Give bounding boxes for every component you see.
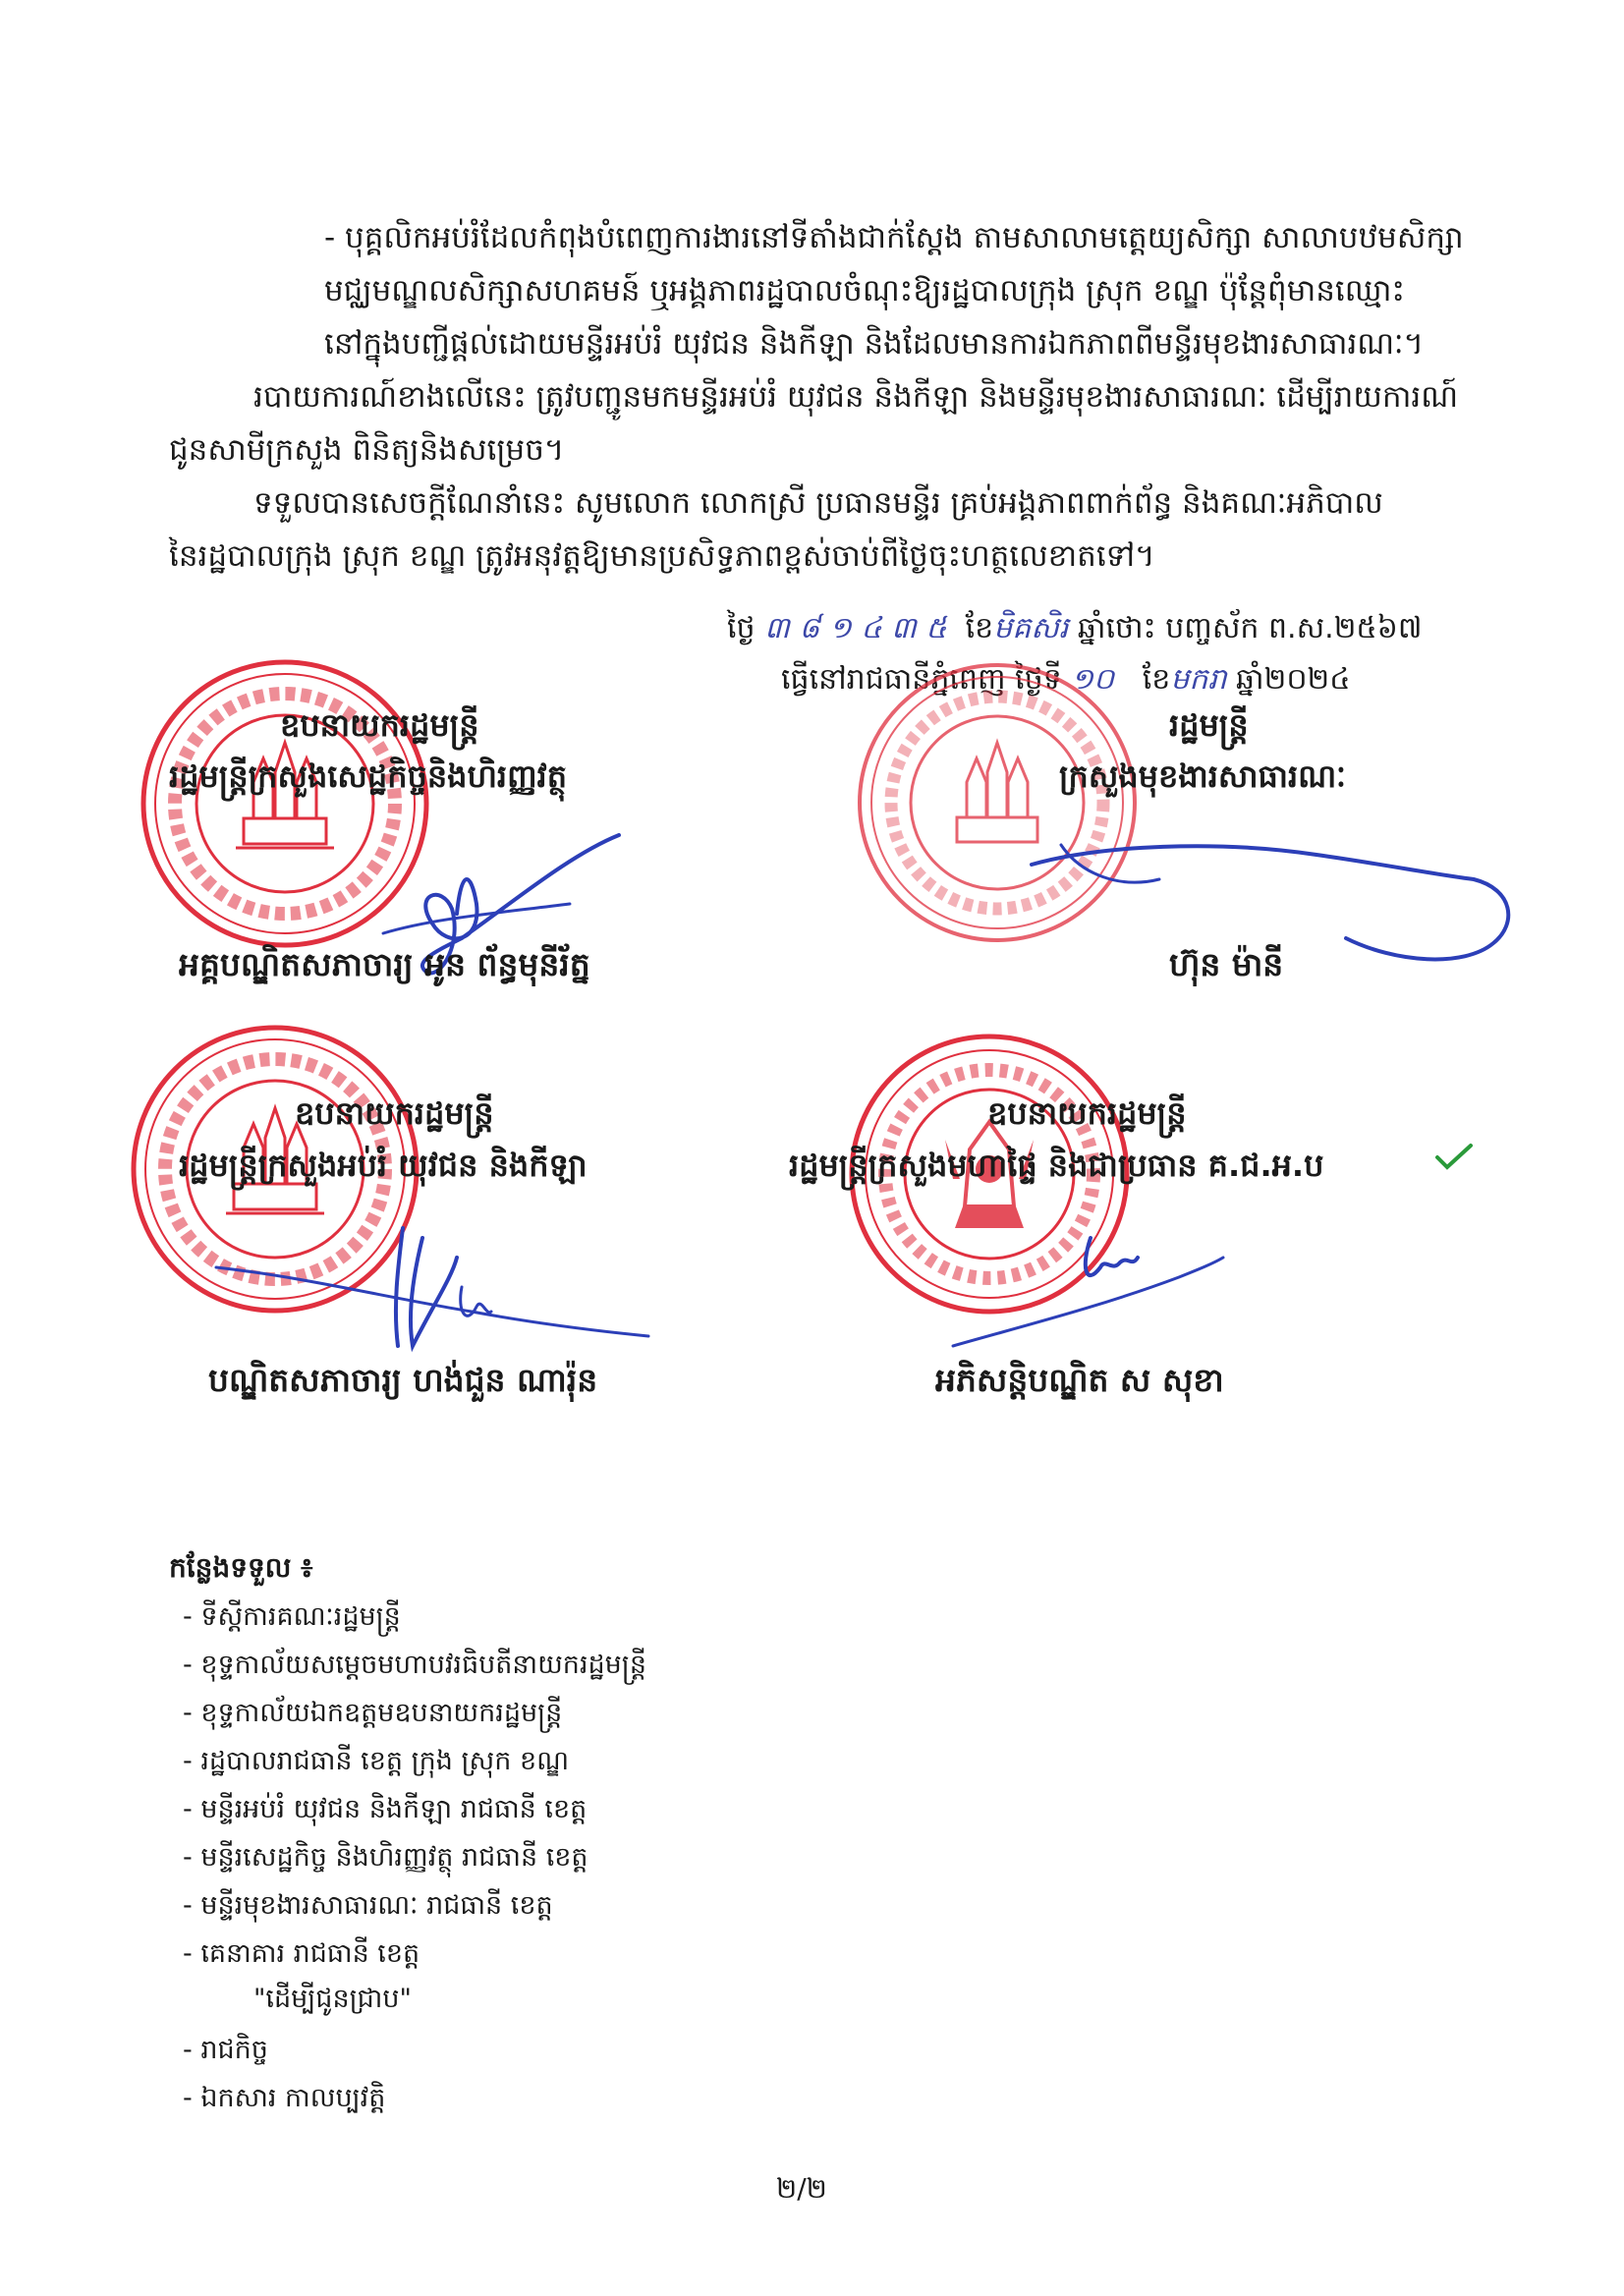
lunar-day-handwritten: ៣ ៨ ១ ៤ ៣ ៥ [764,611,947,645]
bullet-line-2: មជ្ឈមណ្ឌលសិក្សាសហគមន៍ ឬអង្គភាពរដ្ឋបាលចំណុះឱ្យរដ្ឋបាលក្រុង ស្រុក ខណ្ឌ ប៉ុន្តែពុំមានឈ្មោះ [324,273,1406,308]
signatory-2-title-1: រដ្ឋមន្ត្រី [1169,706,1249,744]
recipient-item: - រដ្ឋបាលរាជធានី ខេត្ត ក្រុង ស្រុក ខណ្ឌ [183,1746,570,1776]
bullet-line-1: - បុគ្គលិកអប់រំដែលកំពុងបំពេញការងារនៅទីតាំងជាក់ស្តែង តាមសាលាមត្តេយ្យសិក្សា សាលាបឋមសិក្សា [324,220,1464,255]
recipient-item: - ទីស្តីការគណៈរដ្ឋមន្ត្រី [183,1601,401,1632]
recipient-item: - មន្ទីរអប់រំ យុវជន និងកីឡា រាជធានី ខេត្ត [183,1794,588,1824]
recipients-heading: កន្លែងទទួល ៖ [169,1551,313,1584]
day-handwritten: ១០ [1071,662,1115,697]
paragraph-3-line-2: នៃរដ្ឋបាលក្រុង ស្រុក ខណ្ឌ ត្រូវអនុវត្តឱ្យមានប្រសិទ្ធភាពខ្ពស់ចាប់ពីថ្ងៃចុះហត្ថលេខាតទៅ។ [169,538,1155,574]
year: ឆ្នាំ២០២៤ [1236,662,1351,697]
recipient-item: - មន្ទីរសេដ្ឋកិច្ច និងហិរញ្ញវត្ថុ រាជធានី ខេត្ត [183,1842,588,1873]
lunar-month-prefix: ខែ [965,611,994,645]
signatory-3-signature [206,1218,658,1356]
signatory-2-title-2: ក្រសួងមុខងារសាធារណៈ [1059,757,1346,795]
lunar-year: ឆ្នាំថោះ បញ្ចស័ក ព.ស.២៥៦៧ [1077,611,1423,645]
bullet-line-3: នៅក្នុងបញ្ជីផ្តល់ដោយមន្ទីរអប់រំ យុវជន និងកីឡា និងដែលមានការឯកភាពពីមន្ទីរមុខងារសាធារណៈ។ [324,326,1425,362]
signatory-2-name: ហ៊ុន ម៉ានី [1169,945,1284,983]
lunar-day-prefix: ថ្ងៃ [727,611,756,645]
lunar-date [727,609,1423,652]
signatory-4-name: អភិសន្តិបណ្ឌិត ស សុខា [935,1361,1224,1399]
recipient-item: - ខុទ្ទកាល័យឯកឧត្តមឧបនាយករដ្ឋមន្ត្រី [183,1698,563,1728]
recipient-item: - ខុទ្ទកាល័យសម្តេចមហាបវរធិបតីនាយករដ្ឋមន្ត្រី [183,1650,646,1680]
recipient-item: - ឯកសារ កាលប្បវត្តិ [183,2083,386,2113]
signatory-3-name: បណ្ឌិតសភាចារ្យ ហង់ជួន ណារ៉ុន [208,1361,598,1399]
signatory-1-title-2: រដ្ឋមន្ត្រីក្រសួងសេដ្ឋកិច្ចនិងហិរញ្ញវត្ថុ [169,757,567,795]
place-prefix: ធ្វើនៅរាជធានីភ្នំពេញ ថ្ងៃទី [781,662,1062,697]
initial-checkmark [1434,1142,1474,1171]
signatory-3-title-2: រដ្ឋមន្ត្រីក្រសួងអប់រំ យុវជន និងកីឡា [179,1147,588,1184]
signatory-4-title-1: ឧបនាយករដ្ឋមន្ត្រី [987,1094,1187,1132]
signatory-1-name: អគ្គបណ្ឌិតសភាចារ្យ អូន ព័ន្ធមុនីរ័ត្ន [179,945,590,983]
paragraph-2-line-1: របាយការណ៍ខាងលើនេះ ត្រូវបញ្ជូនមកមន្ទីរអប់រំ យុវជន និងកីឡា និងមន្ទីរមុខងារសាធារណៈ ដើម្បីរាយការណ៍ [253,379,1459,415]
signatory-1-title-1: ឧបនាយករដ្ឋមន្ត្រី [280,706,479,744]
signatory-3-title-1: ឧបនាយករដ្ឋមន្ត្រី [295,1094,494,1132]
recipient-item: - រាជកិច្ច [183,2035,268,2065]
lunar-month-handwritten: មិគសិរ [993,611,1069,645]
signatory-4-title-2: រដ្ឋមន្ត្រីក្រសួងមហាផ្ទៃ និងជាប្រធាន គ.ជ.អ.ប [789,1147,1324,1184]
recipient-item: - មន្ទីរមុខងារសាធារណៈ រាជធានី ខេត្ត [183,1890,553,1921]
page-number: ២/២ [776,2172,827,2205]
recipients-note: "ដើម្បីជូនជ្រាប" [253,1984,412,2014]
paragraph-3-line-1: ទទួលបានសេចក្តីណែនាំនេះ សូមលោក លោកស្រី ប្រធានមន្ទីរ គ្រប់អង្គភាពពាក់ព័ន្ធ និងគណៈអភិបាល [253,485,1383,521]
signatory-4-signature [943,1228,1228,1366]
recipient-item: - គេនាគារ រាជធានី ខេត្ត [183,1938,420,1969]
month-prefix: ខែ [1142,662,1171,697]
month-handwritten: មករា [1170,662,1227,697]
paragraph-2-line-2: ជូនសាមីក្រសួង ពិនិត្យនិងសម្រេច។ [169,432,565,468]
